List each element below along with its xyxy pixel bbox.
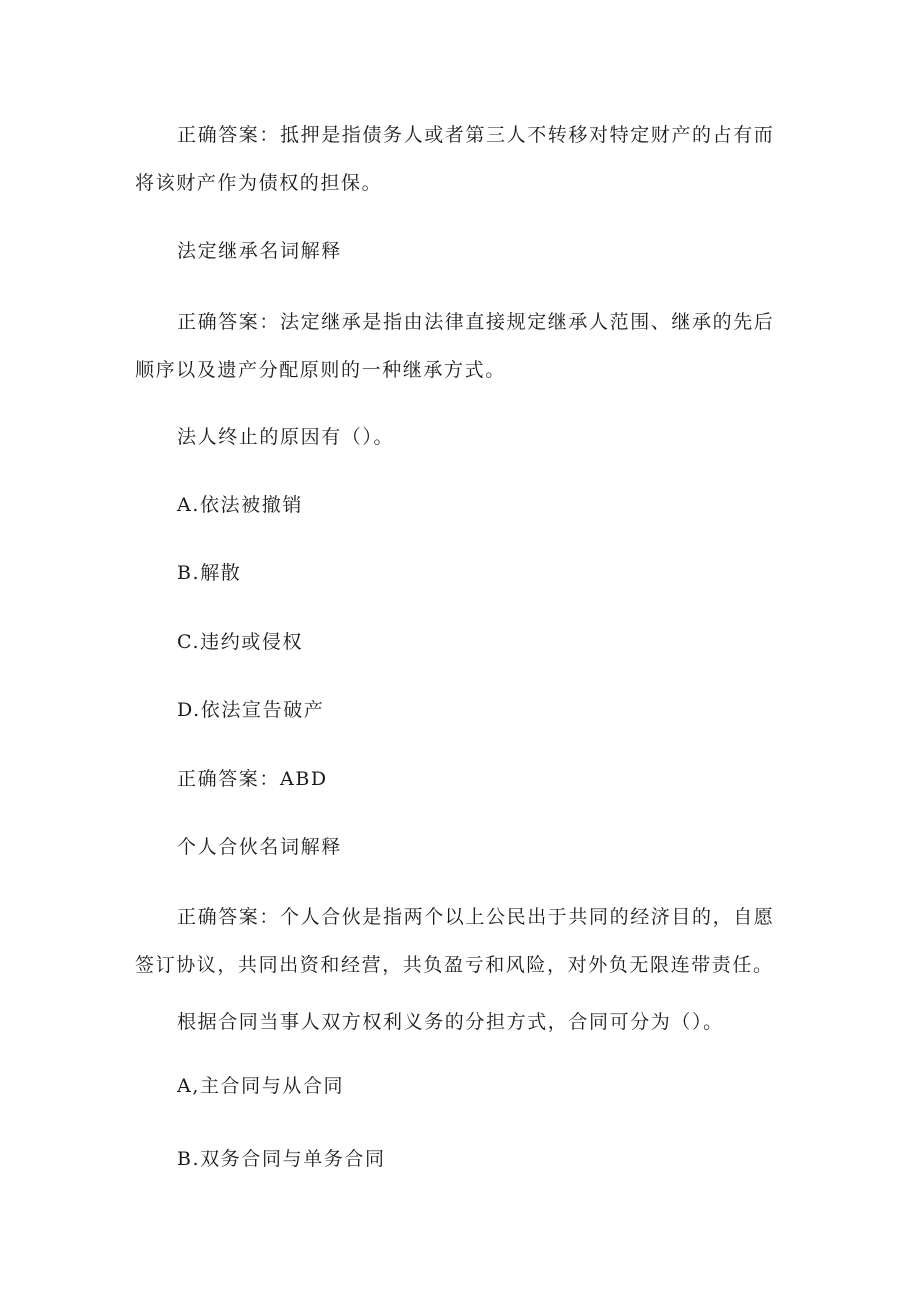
- answer-statutory-succession: 正确答案：法定继承是指由法律直接规定继承人范围、继承的先后顺序以及遗产分配原则的一种继承方式。: [135, 311, 775, 381]
- option-b-dissolution: B.解散: [177, 562, 242, 584]
- option-a-main-contract: A,主合同与从合同: [177, 1075, 345, 1097]
- question-individual-partnership: 个人合伙名词解释: [177, 836, 342, 858]
- question-contract-classification: 根据合同当事人双方权利义务的分担方式，合同可分为（）。: [177, 1011, 724, 1033]
- option-a-revoked: A.依法被撤销: [177, 494, 303, 516]
- option-b-bilateral-contract: B.双务合同与单务合同: [177, 1148, 386, 1170]
- question-statutory-succession: 法定继承名词解释: [177, 240, 342, 262]
- answer-mortgage: 正确答案：抵押是指债务人或者第三人不转移对特定财产的占有而将该财产作为债权的担保。: [135, 124, 775, 194]
- answer-individual-partnership: 正确答案：个人合伙是指两个以上公民出于共同的经济目的，自愿签订协议，共同出资和经营，共负盈亏和风险，对外负无限连带责任。: [135, 906, 775, 976]
- answer-abd: 正确答案：ABD: [177, 768, 328, 790]
- question-legal-person-termination: 法人终止的原因有（）。: [177, 426, 395, 448]
- option-d-bankruptcy: D.依法宣告破产: [177, 699, 325, 721]
- option-c-breach: C.违约或侵权: [177, 631, 304, 653]
